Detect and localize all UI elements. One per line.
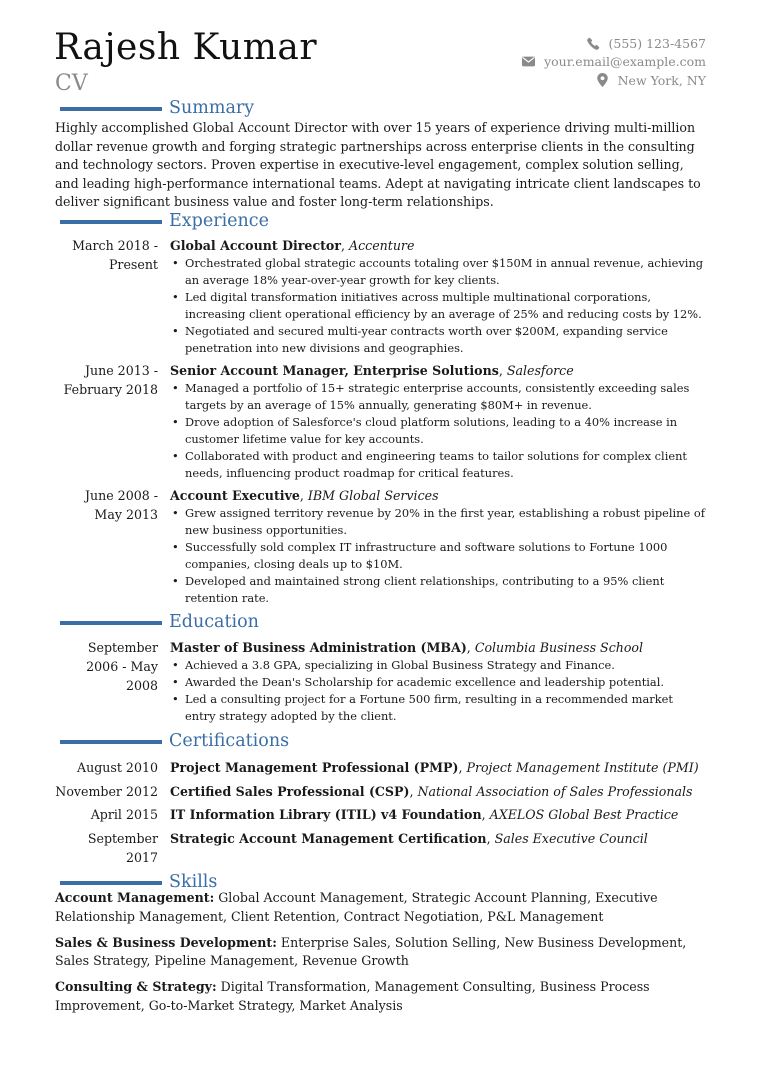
entry-org: Accenture bbox=[349, 238, 415, 253]
cert-org: AXELOS Global Best Practice bbox=[489, 807, 679, 822]
bullet-item: • Drove adoption of Salesforce's cloud platform solutions, leading to a 40% increase in customer lifetime value for key accounts. bbox=[170, 414, 705, 448]
skill-label: Consulting & Strategy: bbox=[55, 979, 217, 995]
cert-heading: Project Management Professional (PMP), Project Management Institute (PMI) bbox=[170, 760, 699, 775]
bullet-item: • Orchestrated global strategic accounts totaling over $150M in annual revenue, achieving an average 18% year-over-year growth for key clients. bbox=[170, 255, 705, 289]
section-rule bbox=[60, 740, 162, 744]
bullet-item: • Grew assigned territory revenue by 20% in the first year, establishing a robust pipeline of new business opportunities. bbox=[170, 505, 705, 539]
skill-group bbox=[55, 889, 705, 926]
skill-value: Global Account Management, Strategic Account Planning, Executive Relationship Management, Client Retention, Contract Negotiation, P&L Management bbox=[55, 890, 658, 924]
contact-block bbox=[446, 34, 706, 90]
bullet-item: • Managed a portfolio of 15+ strategic enterprise accounts, consistently exceeding sales targets by an average of 15% annually, generating $80M+ in revenue. bbox=[170, 380, 705, 414]
entry-org: Salesforce bbox=[506, 363, 574, 378]
bullet-item: • Negotiated and secured multi-year contracts worth over $200M, expanding service penetration into new divisions and geographies. bbox=[170, 323, 705, 357]
cert-date: August 2010 bbox=[77, 760, 158, 775]
cert-title: Certified Sales Professional (CSP) bbox=[170, 783, 410, 799]
cert-title: IT Information Library (ITIL) v4 Foundation bbox=[170, 807, 482, 822]
entry-heading: Global Account Director, Accenture bbox=[170, 238, 415, 253]
entry-bullets bbox=[170, 380, 705, 482]
email-text[interactable]: your.email@example.com bbox=[544, 54, 706, 70]
education-heading bbox=[60, 611, 259, 633]
certifications-heading bbox=[60, 730, 289, 752]
cert-org: Sales Executive Council bbox=[494, 830, 648, 846]
entry-bullets bbox=[170, 505, 705, 607]
cert-date: April 2015 bbox=[90, 807, 158, 822]
skill-group bbox=[55, 978, 705, 1015]
skill-group bbox=[55, 934, 705, 971]
cert-org: Project Management Institute (PMI) bbox=[466, 760, 699, 775]
phone-text[interactable]: (555) 123-4567 bbox=[608, 35, 706, 51]
entry-bullets bbox=[170, 657, 705, 725]
skill-value: Enterprise Sales, Solution Selling, New Business Development, Sales Strategy, Pipeline Management, Revenue Growth bbox=[55, 934, 687, 969]
cert-org: National Association of Sales Professionals bbox=[417, 783, 693, 799]
entry-date: September 2006 - May 2008 bbox=[86, 640, 158, 693]
skills-list bbox=[55, 889, 705, 1023]
envelope-icon bbox=[522, 55, 535, 68]
section-title: Experience bbox=[169, 211, 269, 231]
entry-date: June 2008 - May 2013 bbox=[84, 488, 158, 522]
bullet-item: • Led digital transformation initiatives across multiple multinational corporations, increasing client operational efficiency by an average of 25% and reducing costs by 12%. bbox=[170, 289, 705, 323]
entry-title: Senior Account Manager, Enterprise Solutions bbox=[170, 363, 499, 378]
cert-heading: Certified Sales Professional (CSP), National Association of Sales Professionals bbox=[170, 783, 693, 799]
bullet-item: • Developed and maintained strong client relationships, contributing to a 95% client retention rate. bbox=[170, 573, 705, 607]
contact-location bbox=[446, 71, 706, 90]
entry-title: Global Account Director bbox=[170, 238, 341, 253]
phone-icon bbox=[587, 37, 600, 50]
section-rule bbox=[60, 107, 162, 111]
section-title: Education bbox=[169, 612, 259, 632]
contact-phone bbox=[446, 34, 706, 53]
contact-email bbox=[446, 53, 706, 72]
section-rule bbox=[60, 220, 162, 224]
section-title: Summary bbox=[169, 98, 255, 118]
entry-title: Account Executive bbox=[170, 488, 300, 503]
bullet-item: • Collaborated with product and engineering teams to tailor solutions for complex client needs, influencing product roadmap for critical features. bbox=[170, 448, 705, 482]
entry-bullets bbox=[170, 255, 705, 357]
section-rule bbox=[60, 621, 162, 625]
section-rule bbox=[60, 881, 162, 885]
entry-org: IBM Global Services bbox=[307, 488, 439, 503]
entry-heading: Account Executive, IBM Global Services bbox=[170, 488, 439, 503]
section-title: Certifications bbox=[169, 731, 290, 751]
cert-heading: Strategic Account Management Certification, Sales Executive Council bbox=[170, 830, 648, 846]
cert-date: November 2012 bbox=[55, 783, 158, 799]
cert-date: September 2017 bbox=[87, 830, 158, 865]
skill-label: Account Management: bbox=[55, 890, 215, 905]
entry-date: June 2013 - February 2018 bbox=[63, 363, 158, 397]
experience-heading bbox=[60, 210, 269, 232]
bullet-item: • Achieved a 3.8 GPA, specializing in Global Business Strategy and Finance. bbox=[170, 657, 705, 674]
skill-value: Digital Transformation, Management Consulting, Business Process Improvement, Go-to-Market Strategy, Market Analysis bbox=[55, 979, 650, 1013]
entry-org: Columbia Business School bbox=[474, 640, 644, 655]
summary-text: Highly accomplished Global Account Director with over 15 years of experience driving multi-million dollar revenue growth and forging strategic partnerships across enterprise clients in the consulting and technology sectors. Proven expertise in executive-level engagement, complex solution selling, and leading high-performance international teams. Adept at navigating intricate client landscapes to deliver significant business value and foster long-term relationships. bbox=[55, 120, 701, 210]
map-pin-icon bbox=[596, 74, 609, 87]
entry-date: March 2018 - Present bbox=[72, 238, 158, 272]
bullet-item: • Awarded the Dean's Scholarship for academic excellence and leadership potential. bbox=[170, 674, 705, 691]
cert-title: Strategic Account Management Certification bbox=[170, 830, 487, 846]
bullet-item: • Led a consulting project for a Fortune 500 firm, resulting in a recommended market entry strategy adopted by the client. bbox=[170, 691, 705, 725]
cert-title: Project Management Professional (PMP) bbox=[170, 760, 459, 775]
skill-label: Sales & Business Development: bbox=[55, 934, 277, 950]
entry-heading: Master of Business Administration (MBA), Columbia Business School bbox=[170, 640, 644, 655]
entry-title: Master of Business Administration (MBA) bbox=[170, 640, 467, 655]
summary-heading bbox=[60, 97, 254, 119]
entry-heading: Senior Account Manager, Enterprise Solutions, Salesforce bbox=[170, 363, 574, 378]
location-text: New York, NY bbox=[617, 72, 706, 88]
bullet-item: • Successfully sold complex IT infrastructure and software solutions to Fortune 1000 companies, closing deals up to $10M. bbox=[170, 539, 705, 573]
section-title: Skills bbox=[169, 872, 218, 892]
cert-heading: IT Information Library (ITIL) v4 Foundation, AXELOS Global Best Practice bbox=[170, 807, 679, 822]
person-name: Rajesh Kumar bbox=[54, 27, 318, 68]
document-subtitle: CV bbox=[55, 71, 88, 96]
